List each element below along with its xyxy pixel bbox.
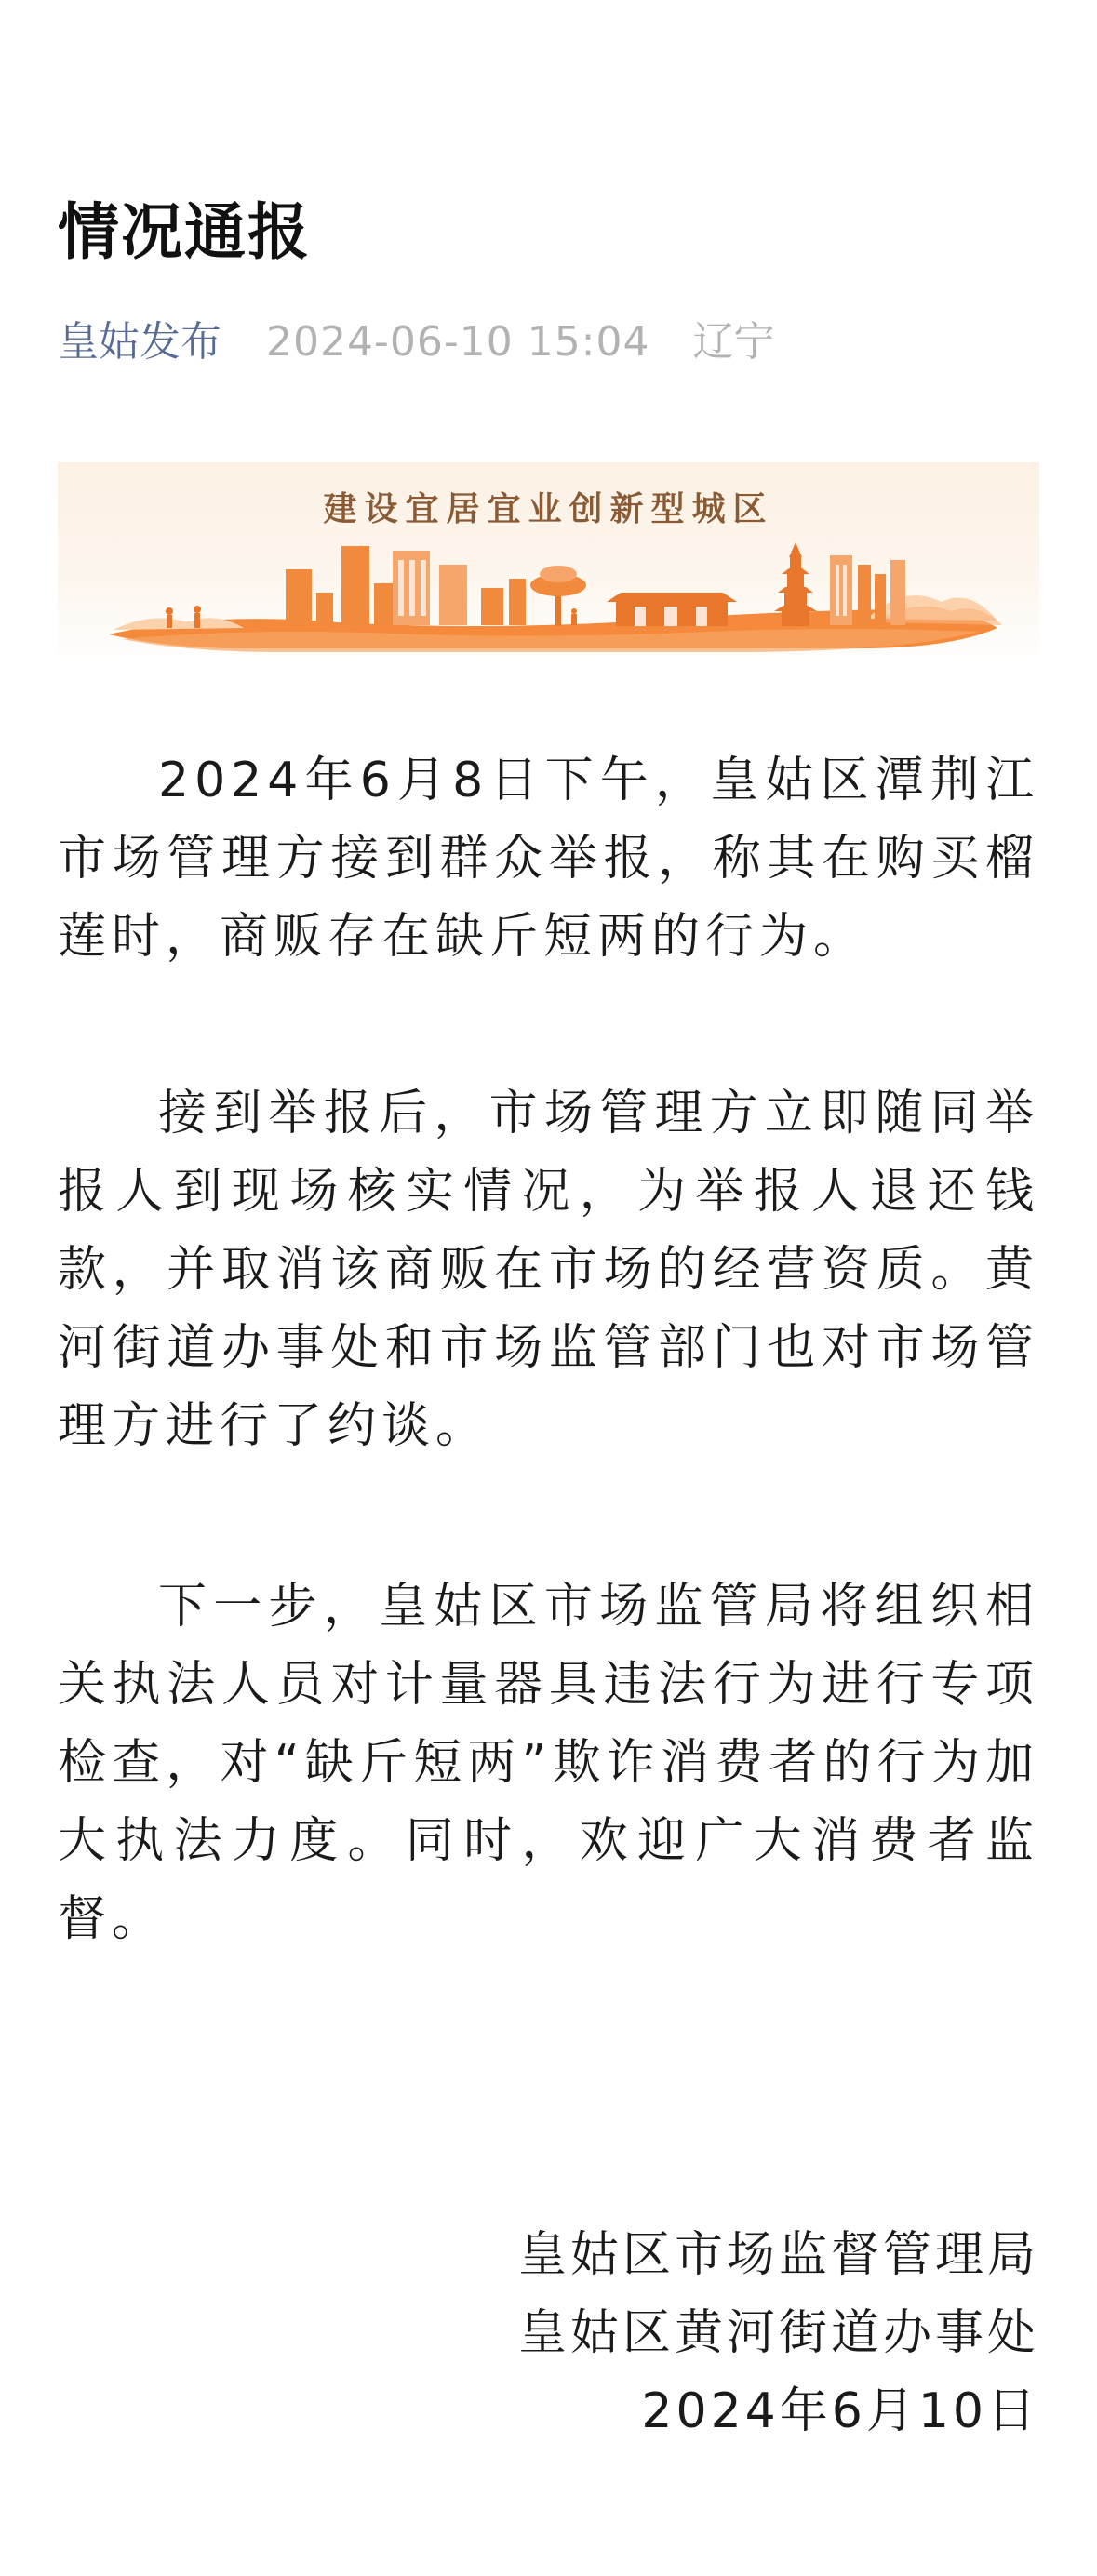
publish-time: 2024-06-10 15:04 xyxy=(266,318,650,366)
paragraph-2: 接到举报后，市场管理方立即随同举报人到现场核实情况，为举报人退还钱款，并取消该商贩在市场的经营资质。黄河街道办事处和市场监管部门也对市场管理方进行了约谈。 xyxy=(58,1086,1039,1454)
paragraph-3: 下一步，皇姑区市场监管局将组织相关执法人员对计量器具违法行为进行专项检查，对“缺斤短两”欺诈消费者的行为加大执法力度。同时，欢迎广大消费者监督。 xyxy=(58,1579,1039,1947)
signature-org-2: 皇姑区黄河街道办事处 xyxy=(517,2305,1039,2361)
signature-date: 2024年6月10日 xyxy=(641,2383,1039,2439)
signature-org-1: 皇姑区市场监督管理局 xyxy=(517,2227,1039,2283)
publish-location: 辽宁 xyxy=(692,318,775,366)
city-skyline-illustration xyxy=(58,462,1039,669)
article-title: 情况通报 xyxy=(58,196,311,268)
city-banner-image xyxy=(58,462,1039,669)
article-meta xyxy=(58,314,775,370)
author-link[interactable]: 皇姑发布 xyxy=(58,318,221,366)
banner-slogan: 建设宜居宜业创新型城区 xyxy=(323,490,774,528)
paragraph-1: 2024年6月8日下午，皇姑区潭荆江市场管理方接到群众举报，称其在购买榴莲时，商贩存在缺斤短两的行为。 xyxy=(58,753,1039,965)
